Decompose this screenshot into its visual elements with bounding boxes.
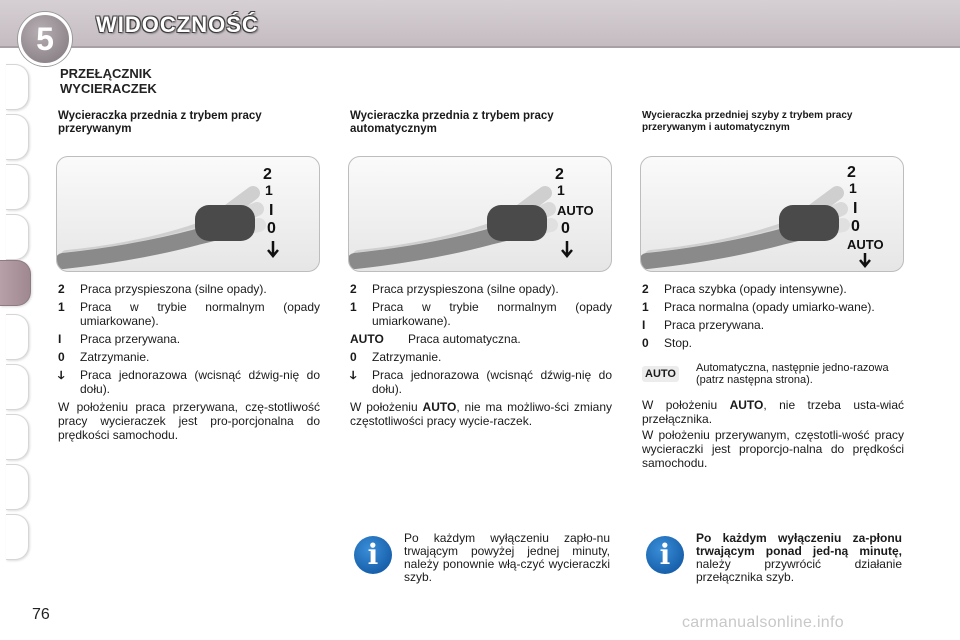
- position-label: 1: [557, 182, 565, 198]
- list-item: I Praca przerywana.: [642, 318, 765, 332]
- chapter-header: [0, 0, 960, 57]
- wiper-stalk: [63, 205, 255, 261]
- wiper-stalk: [355, 205, 547, 261]
- list-item: 2 Praca przyspieszona (silne opady).: [350, 282, 559, 296]
- chapter-number-badge: 5: [18, 12, 72, 66]
- chapter-tab[interactable]: [6, 364, 29, 410]
- chapter-tab[interactable]: [6, 464, 29, 510]
- list-item: 0 Zatrzymanie.: [350, 350, 442, 364]
- list-item: AUTO Praca automatyczna.: [350, 332, 521, 346]
- wiper-stalk: [647, 205, 839, 261]
- note-text: Po każdym wyłączeniu zapło-nu trwającym powyżej jednej minuty, należy ponownie włą-czyć wycieraczki szyb.: [404, 531, 610, 584]
- column-2-list: [350, 282, 612, 428]
- column-2-heading: Wycieraczka przednia z trybem pracy automatycznym: [350, 110, 554, 135]
- arrow-down-icon: [860, 253, 870, 266]
- list-item: 0 Stop.: [642, 336, 693, 350]
- body-paragraph: W położeniu przerywanym, częstotli-wość pracy wycieraczki jest proporcjo-nalna do prędkości samochodu.: [642, 428, 904, 470]
- position-label: 0: [851, 218, 860, 235]
- chapter-tab[interactable]: [6, 314, 29, 360]
- arrow-down-icon: [268, 241, 278, 256]
- info-icon: i: [646, 536, 684, 574]
- chapter-tab[interactable]: [6, 114, 29, 160]
- position-label: 1: [265, 182, 273, 198]
- chapter-tab[interactable]: [6, 514, 29, 560]
- chapter-tab[interactable]: [6, 164, 29, 210]
- chapter-tab[interactable]: [6, 414, 29, 460]
- list-item: ↆ Praca jednorazowa (wcisnąć dźwig-nię do dołu).: [58, 368, 320, 396]
- page-number: 76: [32, 606, 50, 623]
- position-label: 2: [263, 166, 272, 183]
- position-label: I: [853, 200, 858, 217]
- column-1-list: [58, 282, 320, 442]
- column-3-heading: Wycieraczka przedniej szyby z trybem pracy przerywanym i automatycznym: [642, 110, 853, 133]
- info-note: [642, 532, 904, 592]
- info-icon: i: [354, 536, 392, 574]
- arrow-down-icon: [562, 241, 572, 256]
- watermark: carmanualsonline.info: [682, 614, 844, 631]
- list-item: 1 Praca w trybie normalnym (opady umiarkowane).: [350, 300, 612, 328]
- list-item: 2 Praca przyspieszona (silne opady).: [58, 282, 267, 296]
- position-label: 1: [849, 180, 857, 196]
- wiper-switch-illustration-intermittent: [56, 156, 320, 272]
- list-item: ↆ Praca jednorazowa (wcisnąć dźwig-nię do dołu).: [350, 368, 612, 396]
- list-item: 1 Praca normalna (opady umiarko-wane).: [642, 300, 875, 314]
- body-paragraph: W położeniu praca przerywana, czę-stotliwość pracy wycieraczek jest pro-porcjonalna do prędkości samochodu.: [58, 400, 320, 442]
- info-note: [350, 532, 612, 592]
- chapter-tabs: [0, 64, 32, 576]
- note-text: Po każdym wyłączeniu za-płonu trwającym ponad jed-ną minutę, należy przywrócić działanie przełącznika szyb.: [696, 531, 902, 584]
- wiper-switch-illustration-auto: [348, 156, 612, 272]
- chapter-tab-active[interactable]: [0, 260, 31, 306]
- list-item: 2 Praca szybka (opady intensywne).: [642, 282, 847, 296]
- body-paragraph: W położeniu AUTO, nie ma możliwo-ści zmiany częstotliwości pracy wycie-raczek.: [350, 400, 612, 428]
- position-label: 0: [561, 220, 570, 237]
- position-label: 2: [847, 164, 856, 181]
- list-item: 0 Zatrzymanie.: [58, 350, 150, 364]
- chapter-title: WIDOCZNOŚĆ: [96, 12, 259, 37]
- chapter-tab[interactable]: [6, 64, 29, 110]
- column-3-list: [642, 282, 904, 470]
- list-item: 1 Praca w trybie normalnym (opady umiarkowane).: [58, 300, 320, 328]
- auto-row: AUTO Automatyczna, następnie jedno-razowa (patrz następna strona).: [642, 362, 904, 386]
- list-item: I Praca przerywana.: [58, 332, 181, 346]
- position-label: I: [269, 202, 274, 219]
- position-label: AUTO: [847, 237, 884, 252]
- column-1-heading: Wycieraczka przednia z trybem pracy przerywanym: [58, 110, 262, 135]
- position-label: 2: [555, 166, 564, 183]
- body-paragraph: W położeniu AUTO, nie trzeba usta-wiać przełącznika.: [642, 398, 905, 426]
- section-title: PRZEŁĄCZNIK WYCIERACZEK: [60, 66, 157, 96]
- position-label: 0: [267, 220, 276, 237]
- auto-badge-icon: AUTO: [642, 366, 679, 382]
- wiper-switch-illustration-intermittent-auto: [640, 156, 904, 272]
- chapter-tab[interactable]: [6, 214, 29, 260]
- position-label: AUTO: [557, 203, 594, 218]
